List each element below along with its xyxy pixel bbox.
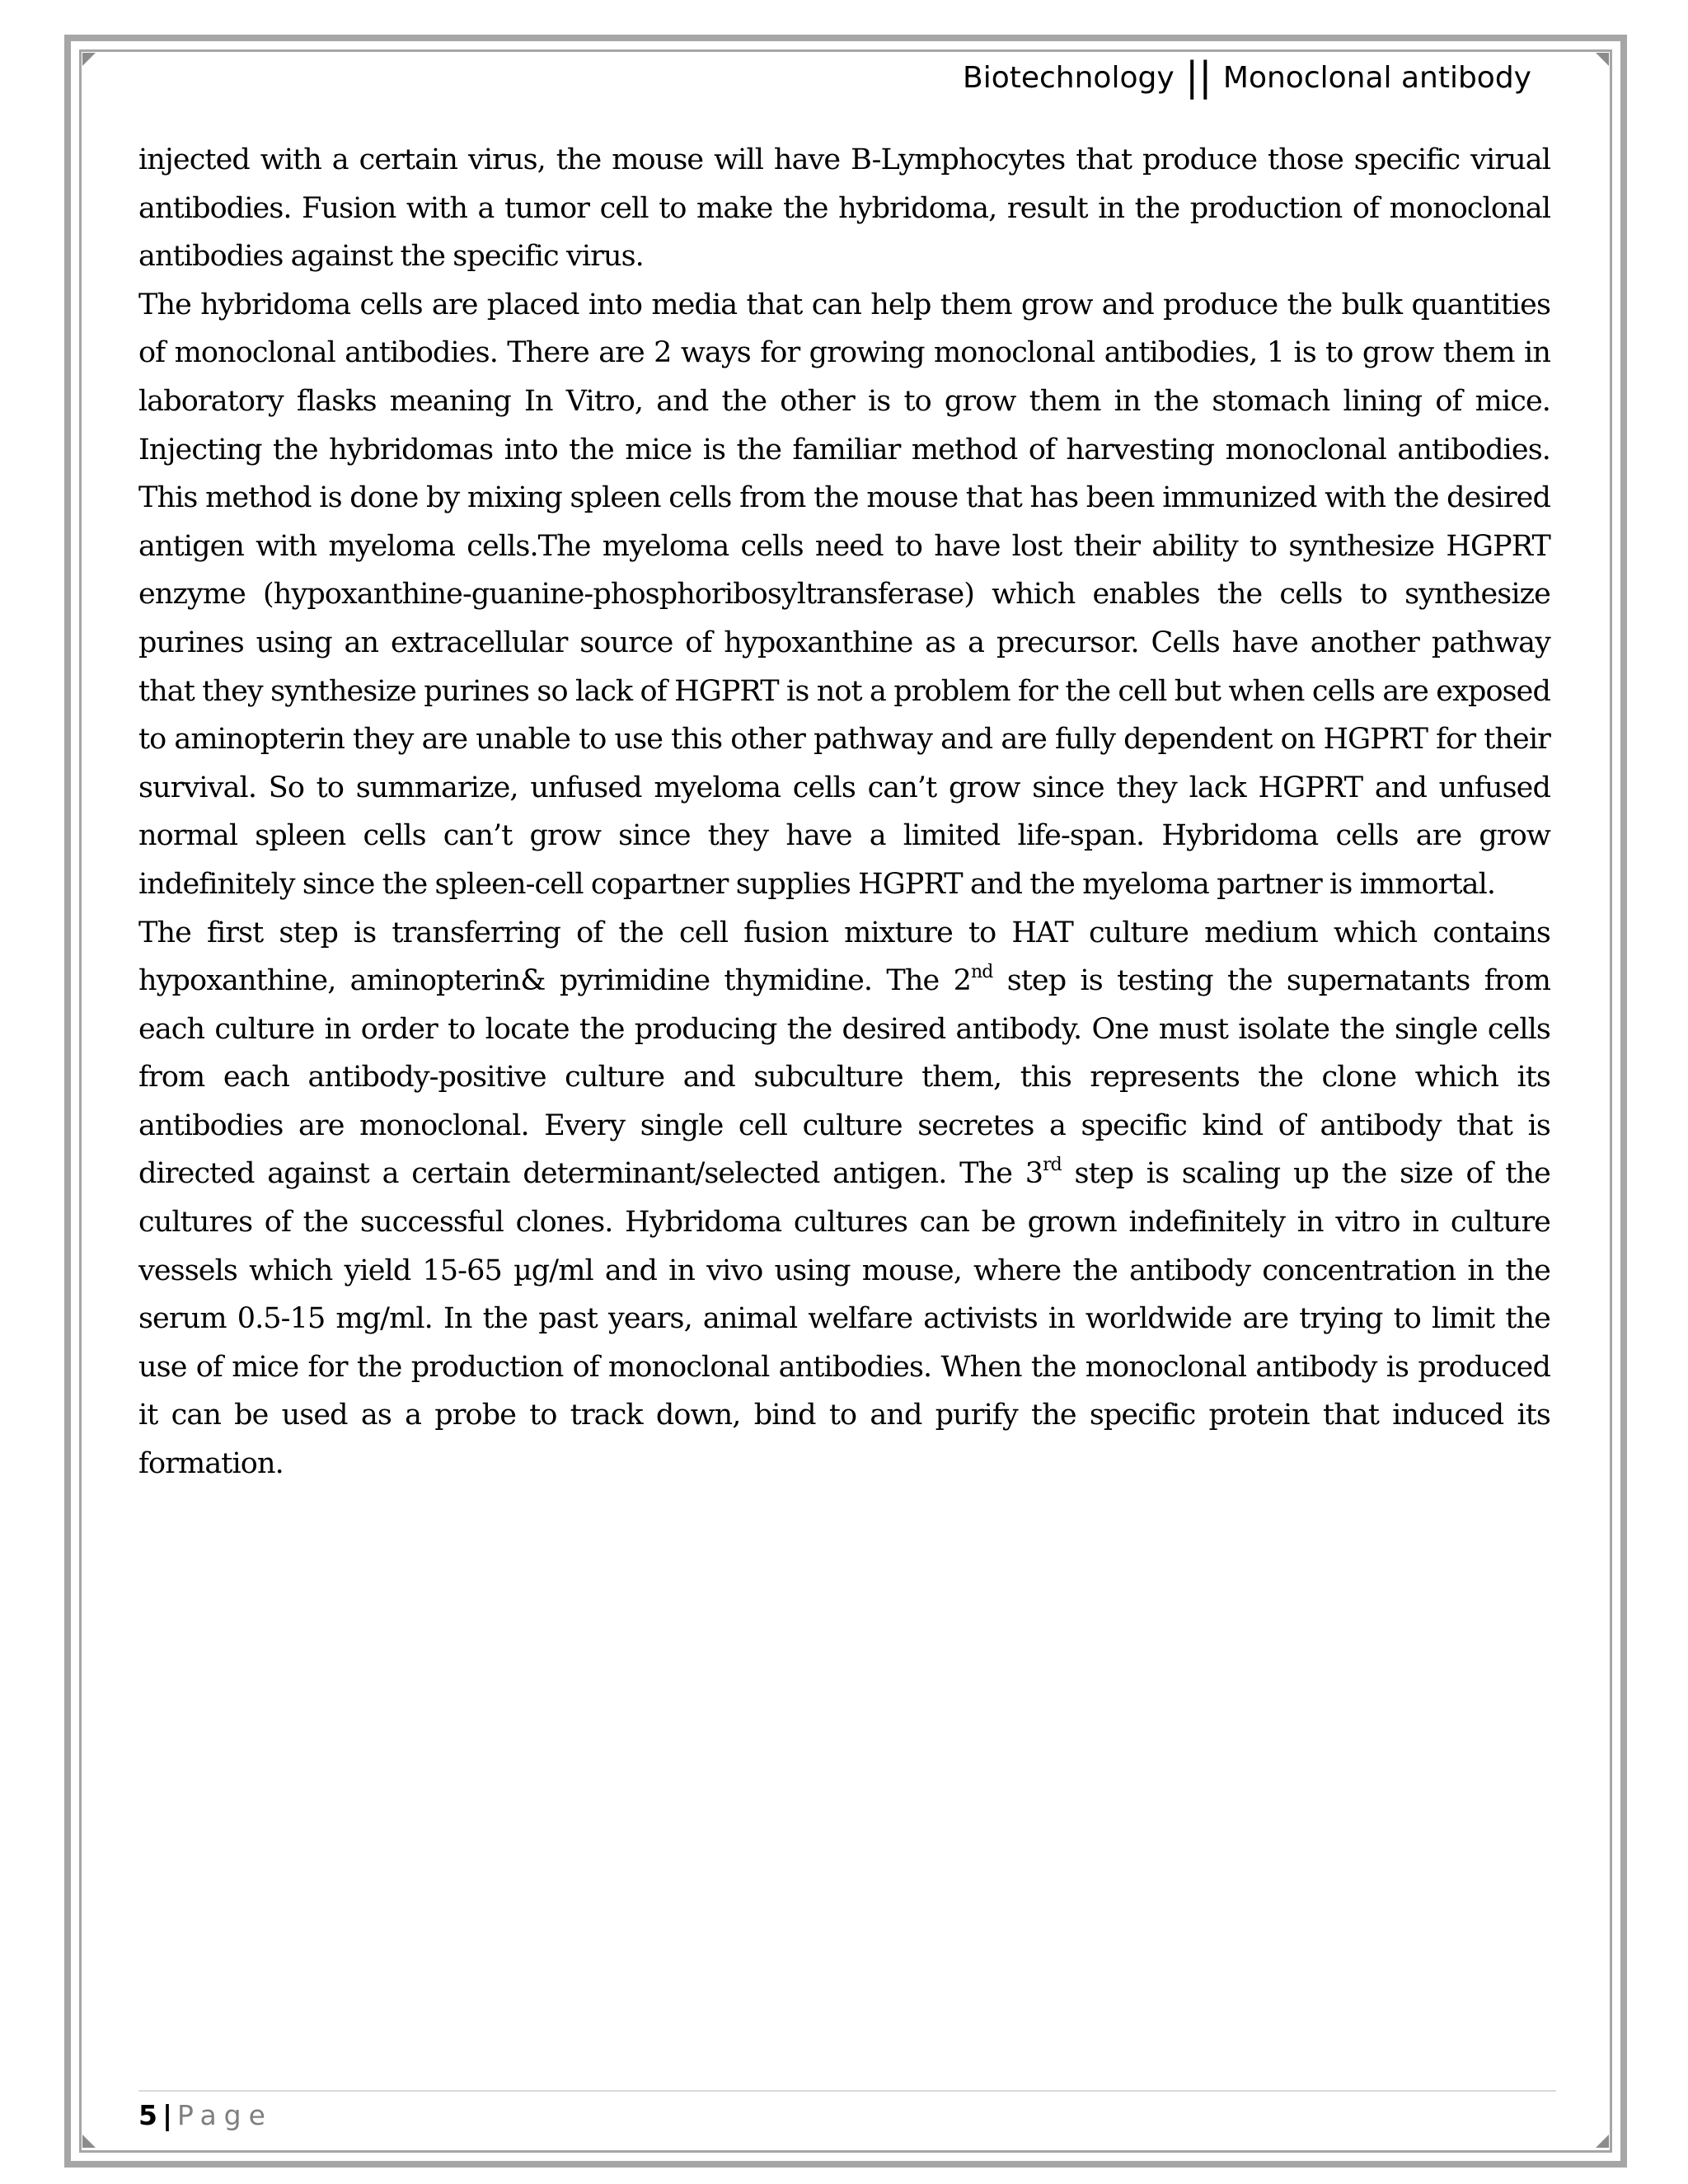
footer-rule [138,2090,1556,2092]
document-body [138,136,1550,1488]
ordinal-suffix-3rd: rd [1043,1155,1062,1176]
corner-ornament-top-left [82,53,96,66]
page-header [963,54,1531,101]
corner-ornament-bottom-left [82,2135,96,2148]
page-label: Page [177,2099,273,2131]
header-title: Biotechnology [963,61,1175,95]
header-separator: || [1185,54,1212,100]
header-subtitle: Monoclonal antibody [1222,61,1531,95]
paragraph-2: The hybridoma cells are placed into media that can help them grow and produce the bulk quantities of monoclonal antibodies. There are 2 ways for growing monoclonal antibodies, 1 is to grow them in laboratory flasks meaning In Vitro, and the other is to grow them in the stomach lining of mice. Injecting the hybridomas into the mice is the familiar method of harvesting monoclonal antibodies. This method is done by mixing spleen cells from the mouse that has been immunized with the desired antigen with myeloma cells.The myeloma cells need to have lost their ability to synthesize HGPRT enzyme (hypoxanthine-guanine-phosphoribosyltransferase) which enables the cells to synthesize purines using an extracellular source of hypoxanthine as a precursor. Cells have another pathway that they synthesize purines so lack of HGPRT is not a problem for the cell but when cells are exposed to aminopterin they are unable to use this other pathway and are fully dependent on HGPRT for their survival. So to summarize, unfused myeloma cells can’t grow since they lack HGPRT and unfused normal spleen cells can’t grow since they have a limited life-span. Hybridoma cells are grow indefinitely since the spleen-cell copartner supplies HGPRT and the myeloma partner is immortal. [138,288,1550,901]
paragraph-3-part-c: step is scaling up the size of the cultures of the successful clones. Hybridoma cultures can be grown indefinitely in vitro in culture vessels which yield 15-65 µg/ml and in vivo using mouse, where the antibody concentration in the serum 0.5-15 mg/ml. In the past years, animal welfare activists in worldwide are trying to limit the use of mice for the production of monoclonal antibodies. When the monoclonal antibody is produced it can be used as a probe to track down, bind to and purify the specific protein that induced its formation. [138,1157,1550,1481]
footer-separator: | [162,2099,173,2131]
paragraph-3 [138,909,1550,1488]
paragraph-3-part-a: The first step is transferring of the cell fusion mixture to HAT culture medium which contains hypoxanthine, aminopterin& pyrimidine thymidine. The 2 [138,916,1550,998]
corner-ornament-bottom-right [1596,2135,1609,2148]
page-footer [138,2097,273,2135]
paragraph-3-part-b: step is testing the supernatants from each culture in order to locate the producing the desired antibody. One must isolate the single cells from each antibody-positive culture and subculture them, this represents the clone which its antibodies are monoclonal. Every single cell culture secretes a specific kind of antibody that is directed against a certain determinant/selected antigen. The 3 [138,964,1550,1191]
ordinal-suffix-2nd: nd [970,962,993,983]
paragraph-1: injected with a certain virus, the mouse will have B-Lymphocytes that produce those specific virual antibodies. Fusion with a tumor cell to make the hybridoma, result in the production of monoclonal antibodies against the specific virus. [138,143,1550,274]
page-number: 5 [138,2099,157,2131]
corner-ornament-top-right [1596,53,1609,66]
